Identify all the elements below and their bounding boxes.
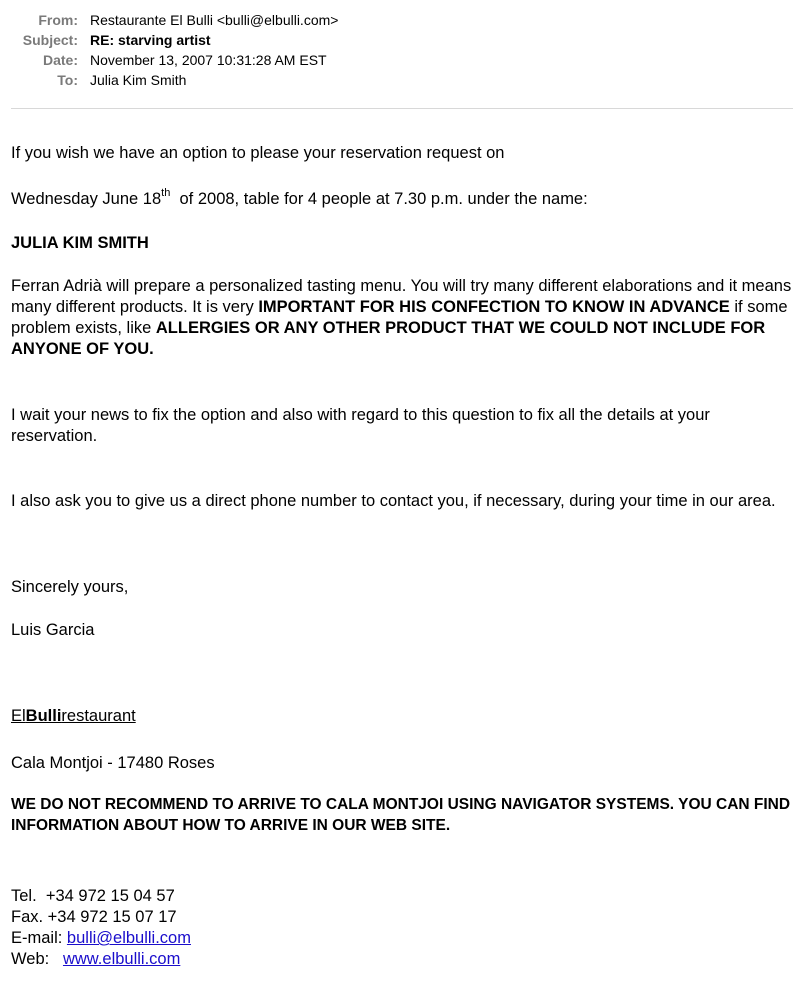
- subject-row: [0, 30, 800, 50]
- to-row: [0, 70, 800, 90]
- address: Cala Montjoi - 17480 Roses: [11, 754, 215, 772]
- guest-name: JULIA KIM SMITH: [11, 234, 149, 252]
- web-line: [11, 949, 796, 970]
- date-text: Wednesday June 18: [11, 190, 162, 208]
- paragraph-news: I wait your news to fix the option and also with regard to this question to fix all the details at your reservation.: [11, 406, 710, 445]
- navigator-warning: WE DO NOT RECOMMEND TO ARRIVE TO CALA MONTJOI USING NAVIGATOR SYSTEMS. YOU CAN FIND INFORMATION ABOUT HOW TO ARRIVE IN OUR WEB SITE.: [11, 796, 791, 834]
- email-header: [0, 10, 800, 90]
- subject-label: Subject:: [22, 32, 78, 48]
- date-label: Date:: [42, 52, 78, 68]
- web-link[interactable]: www.elbulli.com: [62, 950, 181, 968]
- menu-text: Ferran Adrià will prepare a personalized tasting menu. You will try many different elaborations and it means many different products. It is very: [11, 277, 792, 316]
- tel-line: Tel. +34 972 15 04 57: [11, 887, 175, 905]
- email-link[interactable]: bulli@elbulli.com: [66, 929, 191, 947]
- paragraph-phone: I also ask you to give us a direct phone number to contact you, if necessary, during your time in our area.: [11, 492, 776, 510]
- header-divider: [11, 108, 793, 109]
- email-line: [11, 928, 796, 949]
- date-value: November 13, 2007 10:31:28 AM EST: [90, 52, 327, 68]
- brand-restaurant: restaurant: [61, 707, 136, 725]
- from-value[interactable]: Restaurante El Bulli <bulli@elbulli.com>: [90, 12, 339, 28]
- menu-allergies: ALLERGIES OR ANY OTHER PRODUCT THAT WE COULD NOT INCLUDE FOR ANYONE OF YOU.: [11, 319, 766, 358]
- paragraph-option: If you wish we have an option to please your reservation request on: [11, 144, 505, 162]
- date-text-rest: of 2008, table for 4 people at 7.30 p.m. under the name:: [170, 190, 588, 208]
- menu-important: IMPORTANT FOR HIS CONFECTION TO KNOW IN ADVANCE: [258, 298, 730, 316]
- web-label: Web:: [11, 950, 63, 968]
- closing-text: Sincerely yours,: [11, 578, 129, 596]
- signature: Luis Garcia: [11, 621, 95, 639]
- email-label: E-mail:: [11, 929, 67, 947]
- menu-text-mid: if some problem exists, like: [11, 298, 788, 337]
- paragraph-menu: [11, 276, 796, 360]
- from-row: [0, 10, 800, 30]
- contact-block: [11, 886, 796, 970]
- to-value[interactable]: Julia Kim Smith: [90, 72, 187, 88]
- to-label: To:: [57, 72, 78, 88]
- brand-bulli: Bulli: [25, 707, 62, 725]
- date-suffix: th: [161, 186, 171, 199]
- subject-value: RE: starving artist: [90, 32, 211, 48]
- paragraph-date: [11, 186, 796, 210]
- date-row: [0, 50, 800, 70]
- brand-el: El: [11, 707, 26, 725]
- from-label: From:: [38, 12, 78, 28]
- restaurant-brand: [11, 706, 796, 727]
- fax-line: Fax. +34 972 15 07 17: [11, 908, 177, 926]
